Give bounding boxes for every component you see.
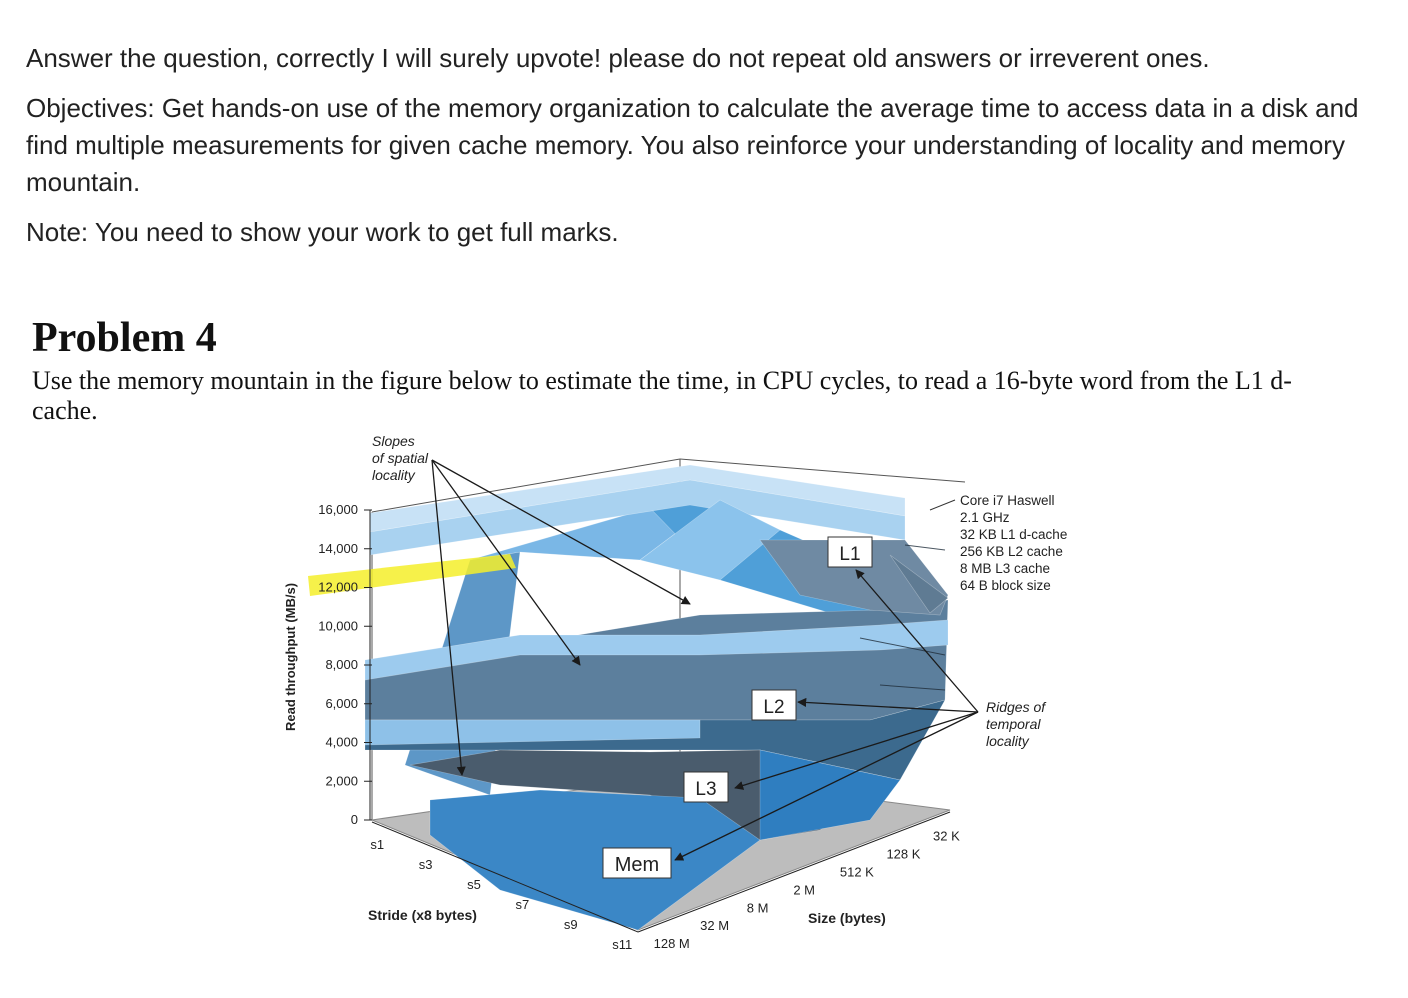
svg-text:Slopes: Slopes [372,433,415,449]
y-tick-label: 2,000 [325,773,358,789]
size-tick-label: 32 M [700,918,730,934]
size-tick-label: 2 M [793,882,815,898]
size-tick-label: 128 M [653,936,690,952]
y-tick-label: 0 [350,812,358,827]
region-l2 [752,690,796,720]
svg-text:32 KB L1 d-cache: 32 KB L1 d-cache [960,527,1068,542]
region-mem [603,848,671,878]
svg-text:256 KB L2 cache: 256 KB L2 cache [960,544,1063,559]
y-axis-title: Read throughput (MB/s) [283,582,298,731]
svg-text:Ridges of: Ridges of [986,699,1046,715]
size-axis-label: Size (bytes) [808,910,886,926]
svg-text:locality: locality [986,733,1029,749]
y-tick-label: 8,000 [325,657,358,672]
svg-text:L2: L2 [763,697,785,718]
slopes-label [372,433,429,483]
problem-title: Problem 4 [32,315,217,361]
stride-axis-label: Stride (x8 bytes) [368,907,477,923]
y-tick-label: 6,000 [325,695,358,711]
y-tick-label: 4,000 [325,734,358,750]
stride-tick-label: s5 [467,877,481,892]
y-tick-label: 12,000 [318,579,358,595]
svg-text:locality: locality [372,467,415,483]
svg-text:L1: L1 [839,544,861,565]
intro-request-text: Answer the question, correctly I will surely upvote! please do not repeat old answers or irreverent ones. [26,43,1210,73]
svg-text:Mem: Mem [614,854,660,876]
size-tick-label: 8 M [746,900,769,916]
size-tick-label: 512 K [839,864,874,880]
memory-mountain-figure [0,420,1408,998]
svg-text:temporal: temporal [986,716,1041,732]
note-text: Note: You need to show your work to get full marks. [26,217,619,247]
stride-tick-label: s3 [418,857,433,872]
y-tick-label: 16,000 [318,502,358,517]
problem-text: Use the memory mountain in the figure below to estimate the time, in CPU cycles, to read a 16-byte word from the L1 d-cache. [32,366,1292,425]
y-axis [318,502,372,827]
ridges-label [986,699,1047,749]
svg-text:8 MB L3 cache: 8 MB L3 cache [960,561,1051,576]
svg-text:of spatial: of spatial [372,450,429,466]
size-tick-label: 32 K [933,828,960,844]
stride-tick-label: s9 [563,917,578,932]
region-l1 [828,537,872,567]
y-tick-label: 10,000 [318,618,358,634]
stride-tick-label: s1 [370,837,385,852]
stride-tick-label: s11 [612,937,633,952]
stride-tick-label: s7 [515,897,530,912]
y-tick-label: 14,000 [318,540,358,556]
region-l3 [684,772,728,802]
svg-text:2.1 GHz: 2.1 GHz [960,510,1010,525]
system-info-box [930,493,1067,593]
objectives-text: Objectives: Get hands-on use of the memory organization to calculate the average time to access data in a disk and find multiple measurements for given cache memory. You also reinforce your understanding of locality and memory mountain. [26,93,1359,197]
svg-text:Core i7 Haswell: Core i7 Haswell [960,493,1055,508]
size-tick-label: 128 K [886,846,921,862]
svg-text:64 B block size: 64 B block size [960,578,1051,593]
svg-text:L3: L3 [695,779,717,800]
